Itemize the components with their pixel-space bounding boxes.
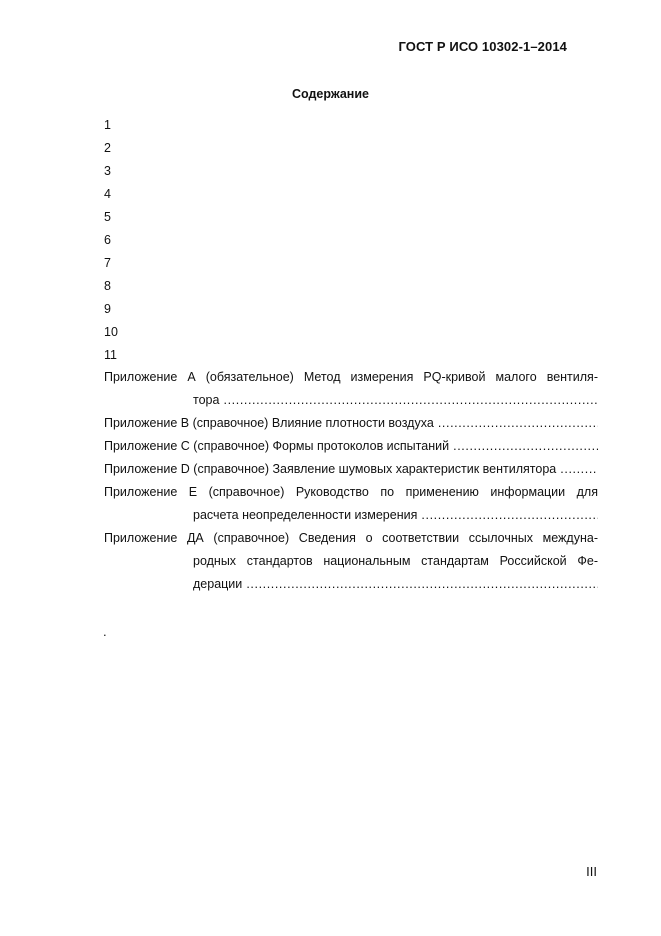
appendix-line: Приложение Е (справочное) Руководство по применению информации для [104, 485, 598, 499]
toc-entry [104, 345, 598, 365]
appendix-line: расчета неопределенности измерения [193, 508, 418, 522]
toc-entry [104, 161, 598, 181]
toc-entry [104, 115, 598, 135]
appendix-line: Приложение ДА (справочное) Сведения о соответствии ссылочных междуна- [104, 531, 598, 545]
appendix-line: Приложение В (справочное) Влияние плотности воздуха [104, 416, 434, 430]
toc-entry-number: 3 [104, 164, 111, 178]
document-code: ГОСТ Р ИСО 10302-1–2014 [398, 39, 567, 54]
toc-entry [104, 207, 598, 227]
appendix-line: Приложение А (обязательное) Метод измерения PQ-кривой малого вентиля- [104, 370, 598, 384]
stray-period: . [103, 624, 107, 639]
toc-entry [104, 230, 598, 250]
toc-entry [104, 299, 598, 319]
appendix-entry-d [104, 458, 598, 481]
toc-entry-number: 2 [104, 141, 111, 155]
appendix-entry-da [104, 527, 598, 596]
appendix-line: Приложение D (справочное) Заявление шумовых характеристик вентилятора [104, 462, 557, 476]
appendix-entry-c [104, 435, 598, 458]
page-number: III [586, 864, 597, 879]
appendix-line: тора [193, 393, 220, 407]
toc-entry [104, 184, 598, 204]
appendix-line: родных стандартов национальным стандартам Российской Фе- [193, 554, 598, 568]
toc-entry-number: 5 [104, 210, 111, 224]
toc-entry-number: 7 [104, 256, 111, 270]
appendix-line: Приложение С (справочное) Формы протоколов испытаний [104, 439, 450, 453]
toc-entry-number: 4 [104, 187, 111, 201]
toc-title: Содержание [291, 87, 369, 101]
toc-entry [104, 253, 598, 273]
toc-entry-number: 10 [104, 325, 118, 339]
toc-entry [104, 138, 598, 158]
toc-entry-number: 8 [104, 279, 111, 293]
toc-entry-number: 1 [104, 118, 111, 132]
appendix-entry-b [104, 412, 598, 435]
toc-entry-number: 6 [104, 233, 111, 247]
toc-entry [104, 322, 598, 342]
appendix-line: дерации [193, 577, 243, 591]
appendix-entry-a [104, 366, 598, 412]
appendix-entry-e [104, 481, 598, 527]
toc-entry-number: 11 [104, 348, 117, 362]
toc-entry [104, 276, 598, 296]
toc-entry-number: 9 [104, 302, 111, 316]
